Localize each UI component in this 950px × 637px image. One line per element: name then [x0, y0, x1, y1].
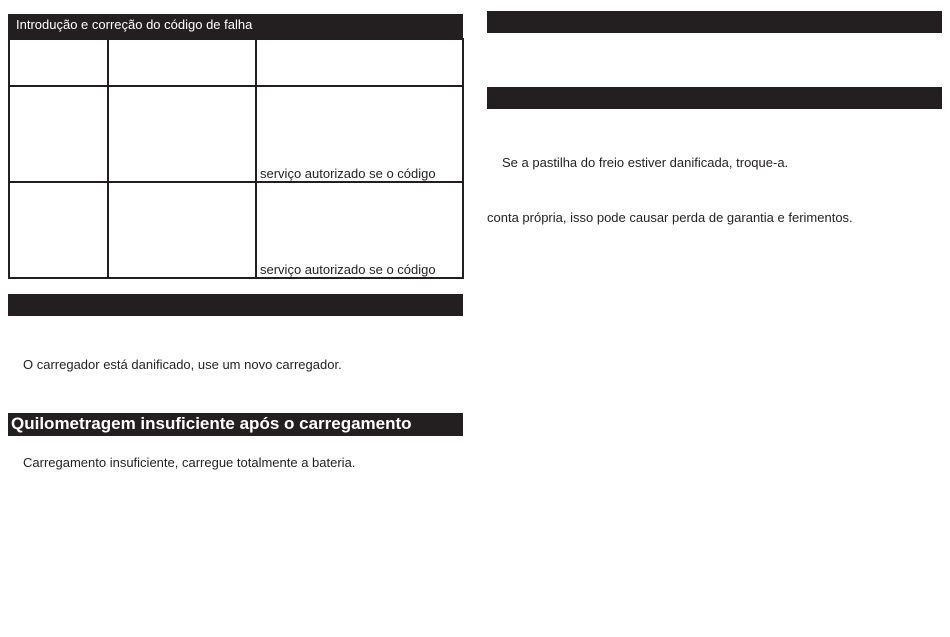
table-cell: [108, 182, 256, 278]
table-cell: [108, 86, 256, 182]
mileage-text: Carregamento insuficiente, carregue totalmente a bateria.: [23, 455, 356, 470]
charger-text: O carregador está danificado, use um novo carregador.: [23, 357, 342, 372]
fault-table-title: Introdução e correção do código de falha: [8, 14, 463, 38]
fault-code-table: [8, 38, 464, 279]
table-cell: [9, 86, 108, 182]
table-cell: [256, 39, 463, 86]
brake-pad-text: Se a pastilha do freio estiver danificada, troque-a.: [502, 155, 789, 170]
table-row: [9, 39, 463, 86]
table-cell: serviço autorizado se o código: [256, 182, 463, 278]
table-cell: [108, 39, 256, 86]
right-section2-heading: [487, 87, 942, 109]
warranty-warning-text: conta própria, isso pode causar perda de garantia e ferimentos.: [487, 210, 853, 225]
right-section1-heading: [487, 11, 942, 33]
table-cell: [9, 39, 108, 86]
charger-section-heading: [8, 294, 463, 316]
table-cell: [9, 182, 108, 278]
table-cell: serviço autorizado se o código: [256, 86, 463, 182]
table-row: [9, 182, 463, 278]
mileage-section-heading: Quilometragem insuficiente após o carregamento: [8, 413, 463, 436]
table-row: [9, 86, 463, 182]
